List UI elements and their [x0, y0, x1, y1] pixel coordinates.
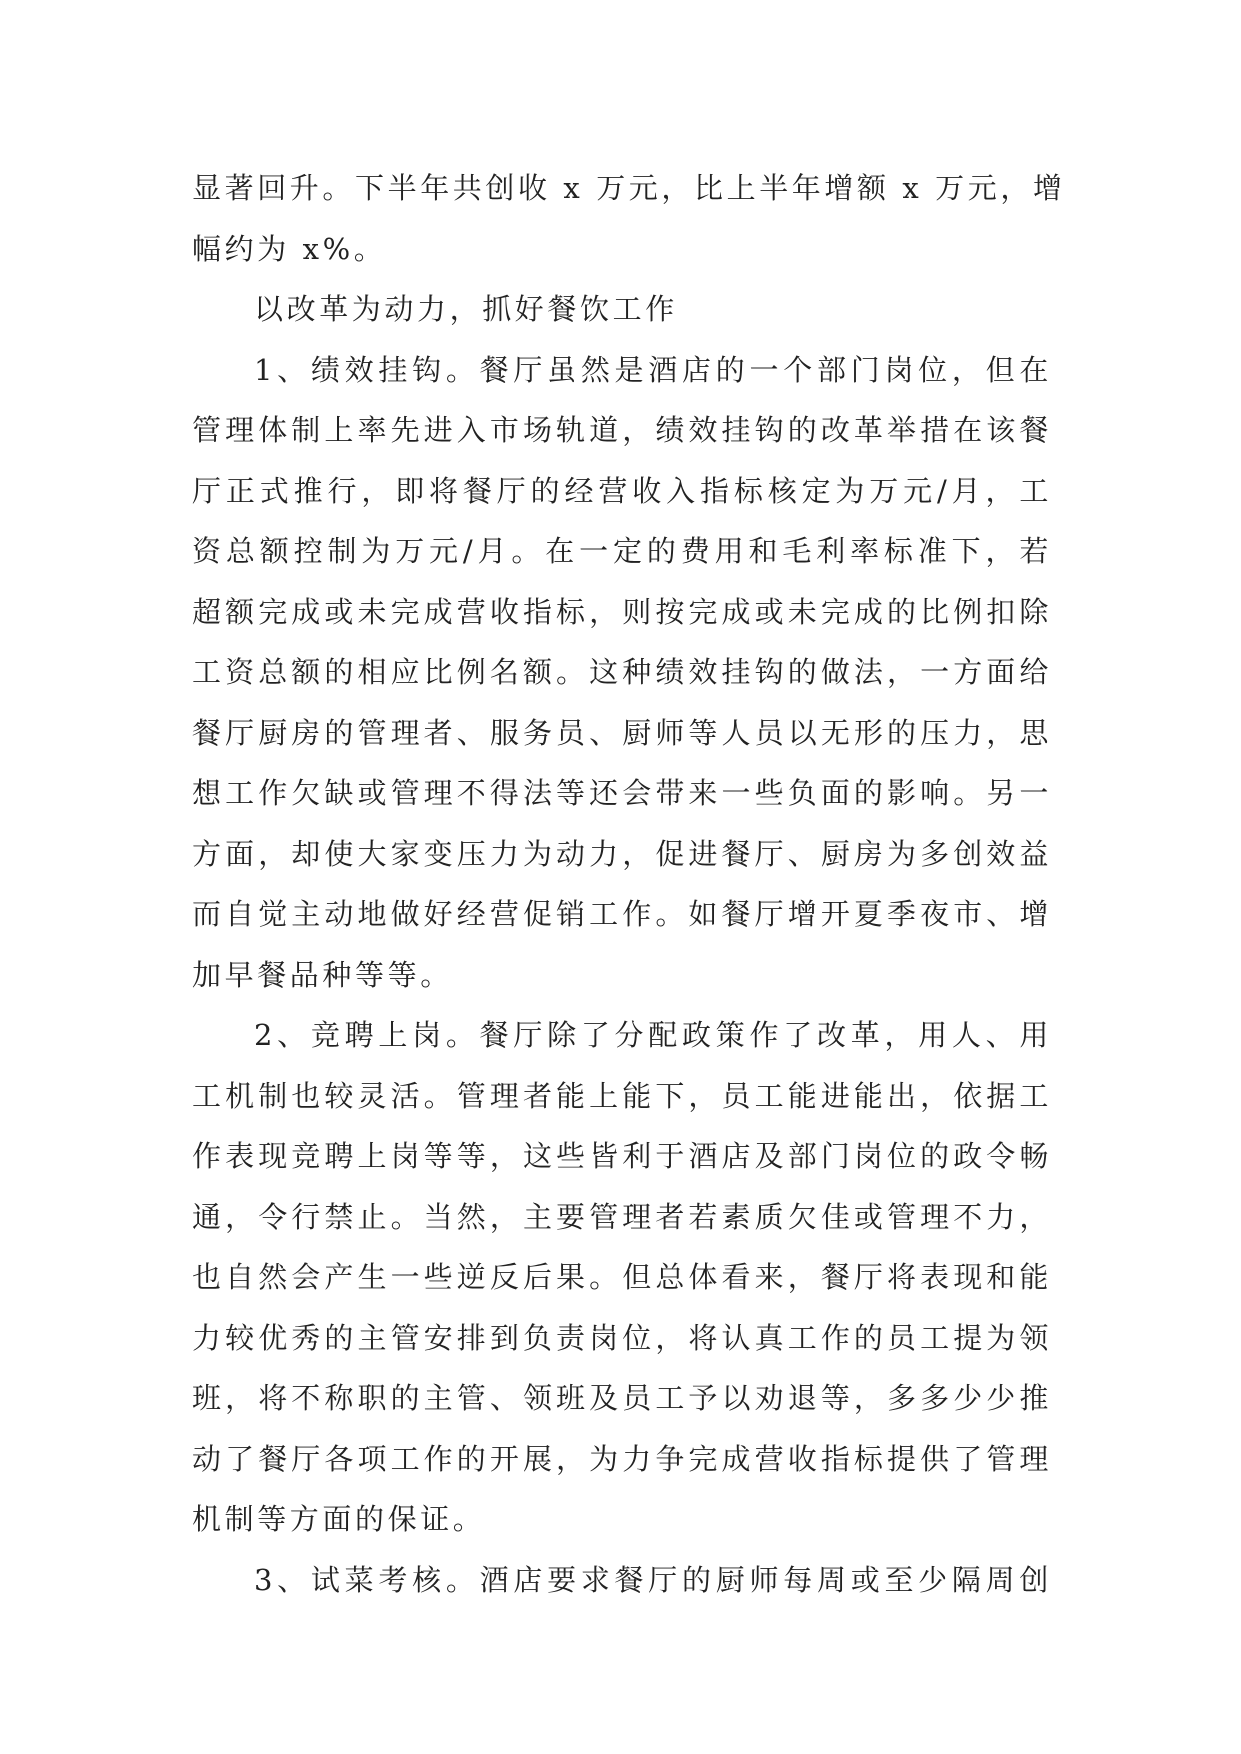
section-heading: 以改革为动力，抓好餐饮工作	[254, 292, 678, 326]
text-line: 机制等方面的保证。	[192, 1502, 486, 1536]
text-line: 加早餐品种等等。	[192, 957, 453, 992]
text-line: 厅正式推行，即将餐厅的经营收入指标核定为万元/月，工	[192, 473, 1052, 508]
text-line: 工机制也较灵活。管理者能上能下，员工能进能出，依据工	[192, 1078, 1052, 1113]
text-line: 也自然会产生一些逆反后果。但总体看来，餐厅将表现和能	[192, 1260, 1052, 1294]
text-line: 班，将不称职的主管、领班及员工予以劝退等，多多少少推	[192, 1381, 1052, 1415]
text-line: 作表现竞聘上岗等等，这些皆利于酒店及部门岗位的政令畅	[192, 1139, 1052, 1173]
text-line: 超额完成或未完成营收指标，则按完成或未完成的比例扣除	[192, 594, 1052, 629]
text-line: 3、试菜考核。酒店要求餐厅的厨师每周或至少隔周创	[254, 1562, 1052, 1597]
body-text	[192, 158, 1066, 1610]
text-line: 餐厅厨房的管理者、服务员、厨师等人员以无形的压力，思	[192, 715, 1052, 750]
text-line: 动了餐厅各项工作的开展，为力争完成营收指标提供了管理	[192, 1441, 1052, 1476]
text-line: 1、绩效挂钩。餐厅虽然是酒店的一个部门岗位，但在	[254, 352, 1052, 387]
text-line: 显著回升。下半年共创收 x 万元，比上半年增额 x 万元，增	[192, 171, 1066, 205]
text-line: 想工作欠缺或管理不得法等还会带来一些负面的影响。另一	[192, 776, 1052, 810]
text-line: 方面，却使大家变压力为动力，促进餐厅、厨房为多创效益	[192, 836, 1052, 871]
text-line: 工资总额的相应比例名额。这种绩效挂钩的做法，一方面给	[192, 655, 1052, 689]
text-line: 力较优秀的主管安排到负责岗位，将认真工作的员工提为领	[192, 1320, 1052, 1355]
text-line: 幅约为 x%。	[192, 231, 387, 266]
text-line: 通，令行禁止。当然，主要管理者若素质欠佳或管理不力，	[192, 1199, 1052, 1234]
text-line: 管理体制上率先进入市场轨道，绩效挂钩的改革举措在该餐	[192, 413, 1052, 447]
text-line: 资总额控制为万元/月。在一定的费用和毛利率标准下，若	[192, 534, 1052, 568]
text-line: 2、竞聘上岗。餐厅除了分配政策作了改革，用人、用	[254, 1018, 1052, 1052]
text-line: 而自觉主动地做好经营促销工作。如餐厅增开夏季夜市、增	[192, 897, 1052, 931]
